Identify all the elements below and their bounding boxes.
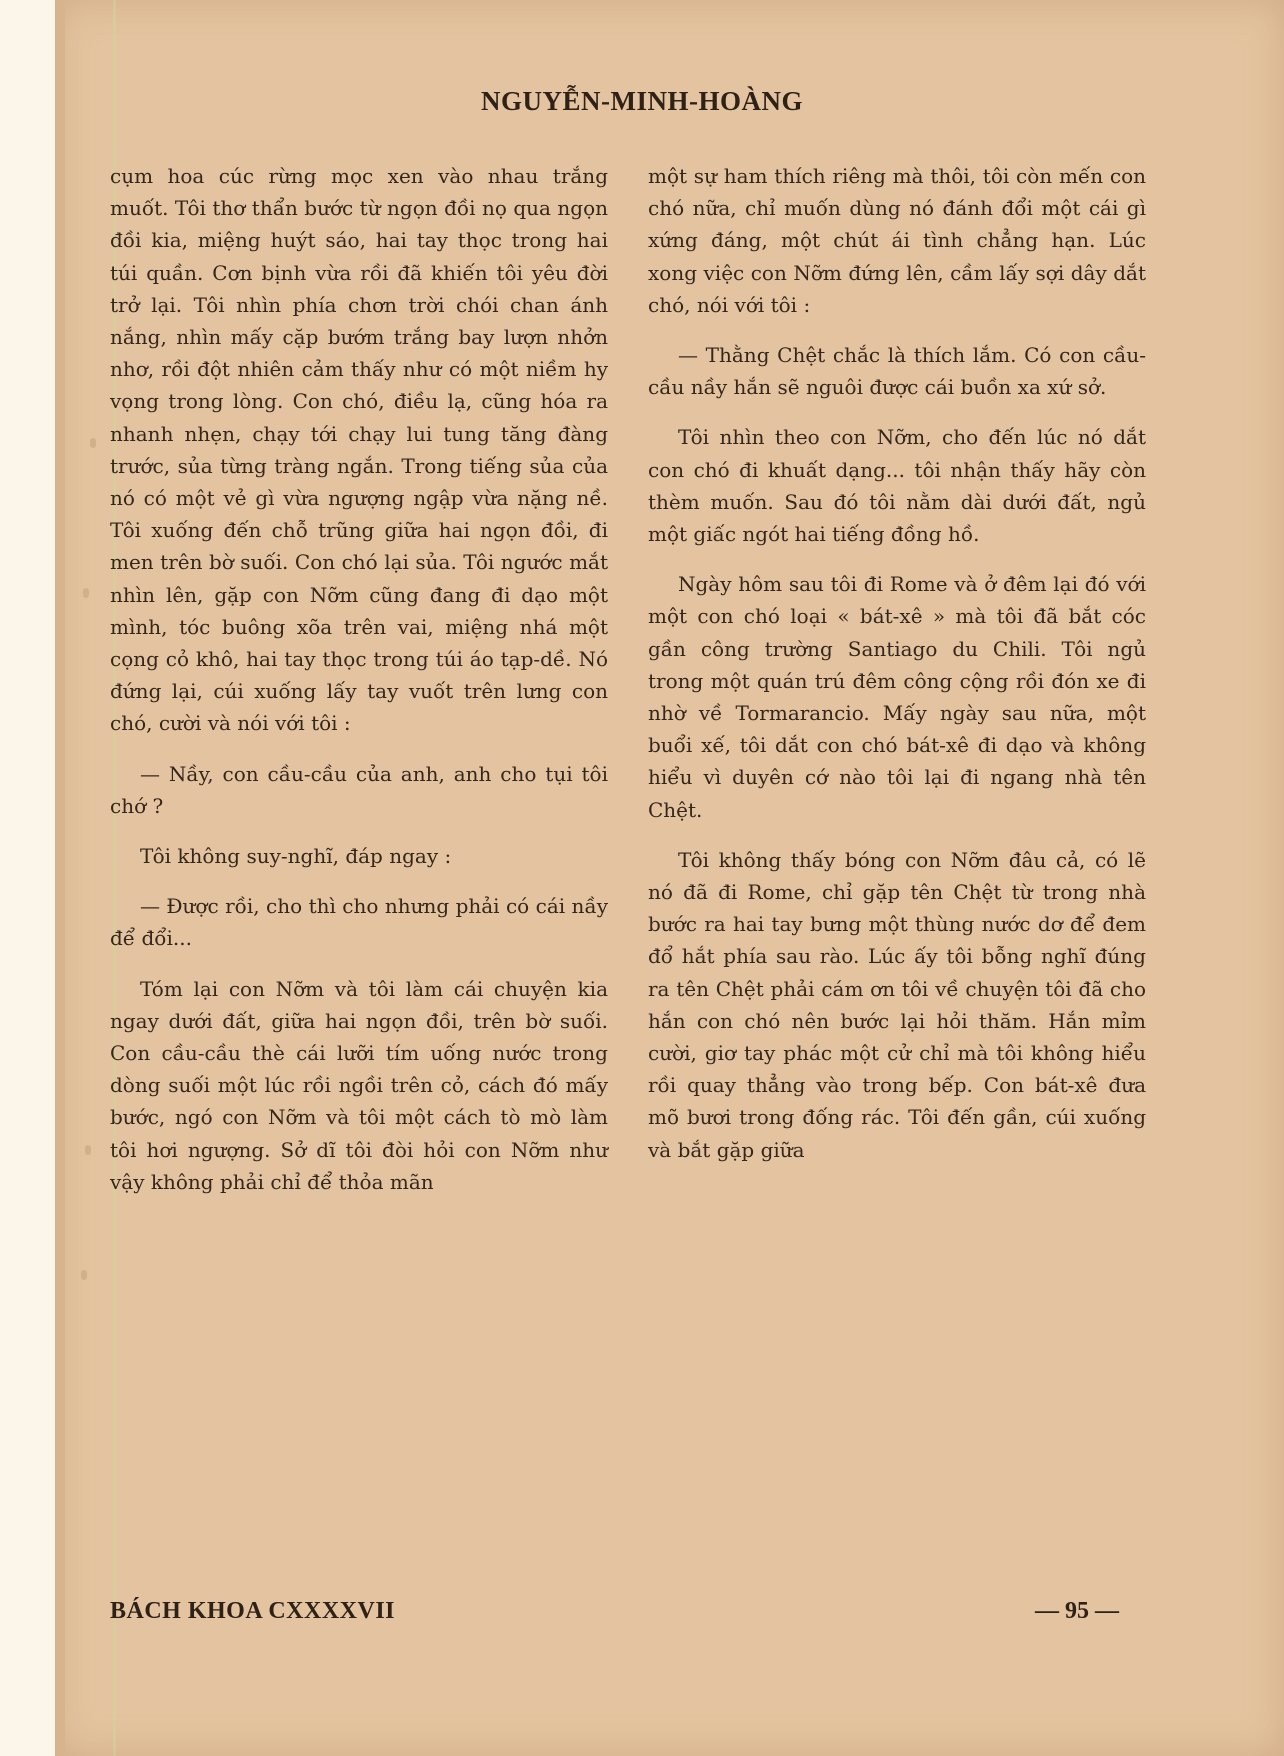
running-head: NGUYỄN-MINH-HOÀNG bbox=[481, 86, 803, 116]
dialogue-paragraph: — Được rồi, cho thì cho nhưng phải có cái nầy để đổi... bbox=[110, 894, 608, 951]
paragraph: cụm hoa cúc rừng mọc xen vào nhau trắng muốt. Tôi thơ thẩn bước từ ngọn đồi nọ qua ngọn đồi kia, miệng huýt sáo, hai tay thọc trong hai túi quần. Cơn bịnh vừa rồi đã khiến tôi yêu đời trở lại. Tôi nhìn phía chơn trời chói chan ánh nắng, nhìn mấy cặp bướm trắng bay lượn nhởn nhơ, rồi đột nhiên cảm thấy như có một niềm hy vọng trong lòng. Con chó, điều lạ, cũng hóa ra nhanh nhẹn, chạy tới chạy lui tung tăng đàng trước, sủa từng tràng ngắn. Trong tiếng sủa của nó có một vẻ gì vừa ngượng ngập vừa nặng nề. Tôi xuống đến chỗ trũng giữa hai ngọn đồi, đi men trên bờ suối. Con chó lại sủa. Tôi ngước mắt nhìn lên, gặp con Nỡm cũng đang đi dạo một mình, tóc buông xõa trên vai, miệng nhá một cọng cỏ khô, hai tay thọc trong túi áo tạp-dề. Nó đứng lại, cúi xuống lấy tay vuốt trên lưng con chó, cười và nói với tôi : bbox=[110, 164, 608, 736]
paper-speck bbox=[81, 1270, 87, 1280]
paragraph: Tôi nhìn theo con Nỡm, cho đến lúc nó dắt con chó đi khuất dạng... tôi nhận thấy hãy còn thèm muốn. Sau đó tôi nằm dài dưới đất, ngủ một giấc ngót hai tiếng đồng hồ. bbox=[648, 425, 1146, 547]
paragraph: Tôi không thấy bóng con Nỡm đâu cả, có lẽ nó đã đi Rome, chỉ gặp tên Chệt từ trong nhà bước ra hai tay bưng một thùng nước dơ để đem đổ hắt phía sau rào. Lúc ấy tôi bỗng nghĩ đúng ra tên Chệt phải cám ơn tôi về chuyện tôi đã cho hắn con chó nên bước lại hỏi thăm. Hắn mỉm cười, giơ tay phác một cử chỉ mà tôi không hiểu rồi quay thẳng vào trong bếp. Con bát-xê đưa mõ bươi trong đống rác. Tôi đến gần, cúi xuống và bắt gặp giữa bbox=[648, 847, 1146, 1162]
paragraph: Tôi không suy-nghĩ, đáp ngay : bbox=[140, 844, 452, 869]
right-column bbox=[648, 160, 1146, 1166]
paragraph: Tóm lại con Nỡm và tôi làm cái chuyện kia ngay dưới đất, giữa hai ngọn đồi, trên bờ suối. Con cầu-cầu thè cái lưỡi tím uống nước trong dòng suối một lúc rồi ngồi trên cỏ, cách đó mấy bước, ngó con Nỡm và tôi một cách tò mò làm tôi hơi ngượng. Sở dĩ tôi đòi hỏi con Nỡm như vậy không phải chỉ để thỏa mãn bbox=[110, 976, 608, 1194]
page-edge bbox=[55, 0, 65, 1756]
magazine-footer: BÁCH KHOA CXXXXVII bbox=[110, 1598, 396, 1624]
page-number: — 95 — bbox=[1035, 1598, 1119, 1624]
paper-speck bbox=[85, 1145, 91, 1155]
dialogue-paragraph: — Nầy, con cầu-cầu của anh, anh cho tụi tôi chớ ? bbox=[110, 761, 608, 818]
paper-speck bbox=[90, 438, 96, 448]
left-column bbox=[110, 160, 608, 1198]
dialogue-paragraph: — Thằng Chệt chắc là thích lắm. Có con cầu-cầu nầy hắn sẽ nguôi được cái buồn xa xứ sở. bbox=[648, 343, 1146, 400]
paper-speck bbox=[83, 588, 89, 598]
paragraph: Ngày hôm sau tôi đi Rome và ở đêm lại đó với một con chó loại « bát-xê » mà tôi đã bắt cóc gần công trường Santiago du Chili. Tôi ngủ trong một quán trú đêm công cộng rồi đón xe đi nhờ về Tormarancio. Mấy ngày sau nữa, một buổi xế, tôi dắt con chó bát-xê đi dạo và không hiểu vì duyên cớ nào tôi lại đi ngang nhà tên Chệt. bbox=[648, 572, 1146, 822]
paragraph: một sự ham thích riêng mà thôi, tôi còn mến con chó nữa, chỉ muốn dùng nó đánh đổi một cái gì xứng đáng, một chút ái tình chẳng hạn. Lúc xong việc con Nỡm đứng lên, cầm lấy sợi dây dắt chó, nói với tôi : bbox=[648, 164, 1146, 317]
